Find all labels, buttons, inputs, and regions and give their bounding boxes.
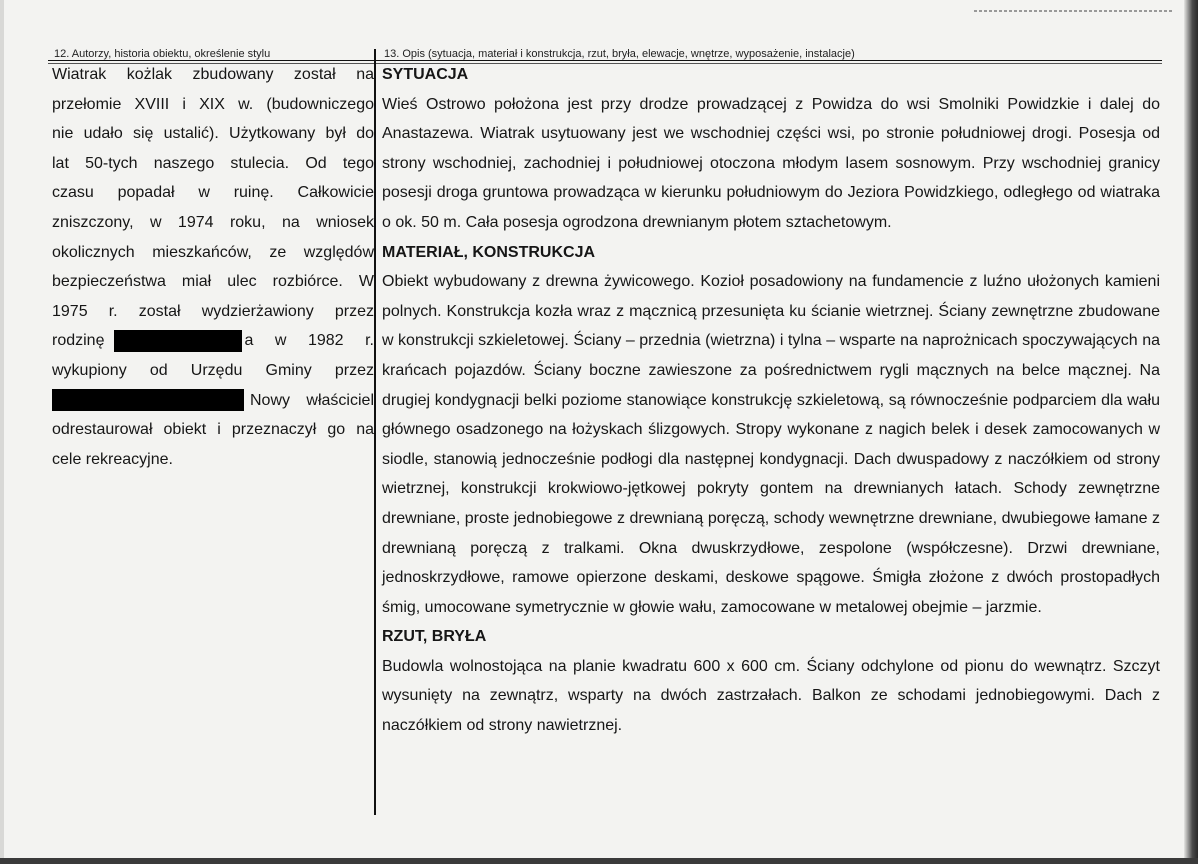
section-paragraph-rzut: Budowla wolnostojąca na planie kwadratu 600 x 600 cm. Ściany odchylone od pionu do wewnątrz. Szczyt wysunięty na zewnątrz, wsparty na dwóch zastrzałach. Balkon ze schodami jednobiegowymi. Dach z naczółkiem od strony nawietrznej. — [382, 657, 1160, 735]
left-column-title: 12. Autorzy, historia obiektu, określenie stylu — [54, 48, 271, 60]
redaction-bar — [52, 389, 244, 411]
history-text: a w 1982 r. — [244, 332, 374, 350]
history-line: okolicznych mieszkańców, ze względów — [52, 243, 374, 261]
section-heading-sytuacja: SYTUACJA — [382, 66, 469, 83]
history-line: nie udało się ustalić). Użytkowany był do — [52, 125, 374, 143]
history-line: wykupiony od Urzędu Gminy przez — [52, 361, 374, 379]
history-line: czasu popadał w ruinę. Całkowicie — [52, 184, 374, 202]
history-line: lat 50-tych naszego stulecia. Od tego — [52, 154, 374, 172]
history-line: cele rekreacyjne. — [52, 450, 173, 468]
history-text: Nowy właściciel — [250, 391, 374, 409]
section-heading-material: MATERIAŁ, KONSTRUKCJA — [382, 243, 596, 261]
column-divider — [374, 49, 376, 815]
redaction-bar — [114, 330, 242, 352]
history-line: 1975 r. został wydzierżawiony przez — [52, 302, 374, 320]
section-paragraph-material: Obiekt wybudowany z drewna żywicowego. Kozioł posadowiony na fundamencie z luźno ułożonych kamieni polnych. Konstrukcja kozła wraz z mącznicą przesunięta ku ścianie wietrznej. Ściany zewnętrzne zbudowane w konstrukcji szkieletowej. Ściany – przednia (wietrzna) i tylna – wsparte na naprożnicach spoczywających na krańcach pojazdów. Ściany boczne zawieszone za pośrednictwem rygli mącznych na belce mącznej. Na drugiej kondygnacji belki poziome stanowiące konstrukcję szkieletową, są równocześnie podparciem dla wału głównego osadzonego na łożyskach ślizgowych. Stropy wykonane z nagich belek i desek zamocowanych w siodle, stanowią jednocześnie podłogi dla następnej kondygnacji. Dach dwuspadowy z naczółkiem od strony wietrznej, konstrukcji krokwiowo-jętkowej pokryty gontem na drewnianych łatach. Schody zewnętrzne drewniane, proste jednobiegowe z drewnianą poręczą, schody wewnętrzne drewniane, dwubiegowe łamane z drewnianą poręczą z tralkami. Okna dwuskrzydłowe, zespolone (współczesne). Drzwi drewniane, jednoskrzydłowe, ramowe opierzone deskami, deskowe spągowe. Śmigła złożone z dwóch prostopadłych śmig, umocowane symetrycznie w głowie wału, zamocowane w metalowej obejmie – jarzmie. — [382, 273, 1160, 616]
history-text: rodzinę — [52, 332, 105, 350]
history-line: przełomie XVIII i XIX w. (budowniczego — [52, 95, 374, 113]
scan-edge-right — [1184, 0, 1198, 864]
history-line-redacted — [52, 326, 374, 356]
history-line-redacted — [52, 386, 374, 416]
section-heading-rzut: RZUT, BRYŁA — [382, 628, 487, 646]
description-text-block — [382, 60, 1160, 741]
right-column-title: 13. Opis (sytuacja, materiał i konstrukcja, rzut, bryła, elewacje, wnętrze, wyposażenie, instalacje) — [384, 48, 855, 60]
history-line: zniszczony, w 1974 roku, na wniosek — [52, 213, 374, 231]
history-line: Wiatrak kożlak zbudowany został na — [52, 66, 374, 83]
scan-dashed-mark — [974, 10, 1174, 12]
history-line: odrestaurował obiekt i przeznaczył go na — [52, 421, 374, 439]
scan-edge-bottom — [0, 858, 1198, 864]
history-text-block — [52, 60, 374, 474]
section-paragraph-sytuacja: Wieś Ostrowo położona jest przy drodze prowadzącej z Powidza do wsi Smolniki Powidzkie i dalej do Anastazewa. Wiatrak usytuowany jest we wschodniej części wsi, po stronie południowej drogi. Posesja od strony wschodniej, zachodniej i południowej otoczona młodym lasem sosnowym. Przy wschodniej granicy posesji droga gruntowa prowadząca w kierunku południowym do Jeziora Powidzkiego, odległego od wiatraka o ok. 50 m. Cała posesja ogrodzona drewnianym płotem sztachetowym. — [382, 95, 1160, 231]
history-line: bezpieczeństwa miał ulec rozbiórce. W — [52, 273, 374, 291]
scan-edge-left — [0, 0, 4, 864]
